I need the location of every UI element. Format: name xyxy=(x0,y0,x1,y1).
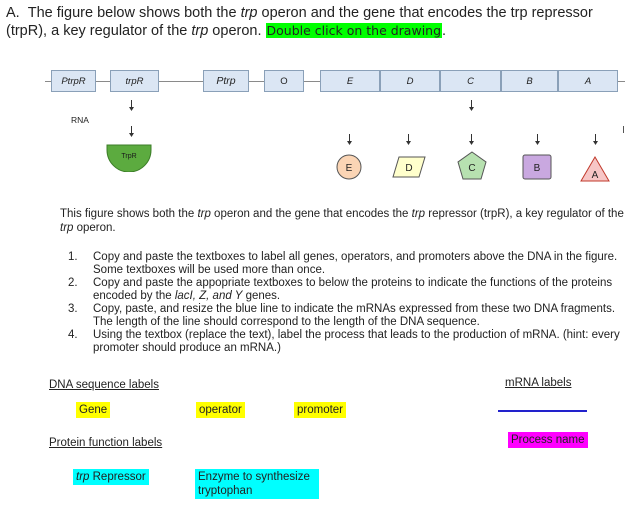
gene-label-d: D xyxy=(406,75,414,87)
header-trp-1: trp xyxy=(240,5,258,21)
dna-labels-heading: DNA sequence labels xyxy=(49,379,159,391)
instruction-text-part: Copy and paste the appopriate textboxes to below the proteins to indicate the functions of the proteins encoded by the xyxy=(93,277,613,302)
trp-repressor-textbox[interactable] xyxy=(73,469,149,485)
protein-trpr-shape xyxy=(106,144,152,172)
instruction-text-part: genes. xyxy=(242,290,281,302)
protein-d-shape xyxy=(392,156,426,178)
arrow-c-1 xyxy=(467,100,476,112)
instruction-text: Using the textbox (replace the text), label the process that leads to the production of mRNA. (hint: every promoter should produce an mRNA.) xyxy=(93,329,620,354)
gene-box-operator xyxy=(264,70,304,92)
instruction-number: 4. xyxy=(68,329,78,341)
arrow-d xyxy=(404,134,413,146)
instruction-number: 1. xyxy=(68,251,78,263)
repressor-trp-italic: trp xyxy=(76,471,90,483)
gene-box-e xyxy=(320,70,380,92)
rna-label: RNA xyxy=(71,115,89,125)
arrow-trpr-2 xyxy=(127,126,136,138)
intro-text-4: operon. xyxy=(73,222,116,234)
header-period: . xyxy=(442,23,447,39)
instruction-text xyxy=(93,277,622,303)
operon-drawing[interactable] xyxy=(0,60,627,190)
arrow-e xyxy=(345,134,354,146)
instruction-number: 3. xyxy=(68,303,78,315)
protein-c-shape xyxy=(457,151,487,180)
intro-text-1: This figure shows both the xyxy=(60,208,198,220)
question-label: A. xyxy=(6,5,20,21)
intro-text-3: repressor (trpR), a key regulator of the xyxy=(425,208,624,220)
protein-a-label: A xyxy=(591,170,599,181)
intro-trp-3: trp xyxy=(60,222,74,234)
protein-c-label: C xyxy=(468,163,476,174)
protein-e-shape xyxy=(336,154,362,180)
gene-label-ptrpr: PtrpR xyxy=(61,75,86,87)
instruction-item xyxy=(62,251,622,277)
instruction-number: 2. xyxy=(68,277,78,289)
gene-label-ptrp: Ptrp xyxy=(216,75,236,87)
question-header xyxy=(6,4,621,40)
arrow-a xyxy=(591,134,600,146)
instruction-item xyxy=(62,329,622,355)
gene-label-o: O xyxy=(280,75,288,87)
gene-label-c: C xyxy=(467,75,474,87)
enzyme-textbox[interactable]: Enzyme to synthesize tryptophan xyxy=(195,469,319,499)
gene-box-d xyxy=(380,70,440,92)
protein-e-label: E xyxy=(345,163,353,174)
process-name-textbox[interactable]: Process name xyxy=(508,432,588,448)
promoter-textbox[interactable]: promoter xyxy=(294,402,346,418)
arrow-c-2 xyxy=(467,134,476,146)
gene-box-ptrpr xyxy=(51,70,96,92)
intro-paragraph xyxy=(60,207,625,235)
gene-box-ptrp xyxy=(203,70,249,92)
protein-trpr-label: TrpR xyxy=(121,153,137,160)
stray-mark xyxy=(623,126,624,133)
mrna-blue-line[interactable] xyxy=(498,410,587,412)
gene-box-c xyxy=(440,70,501,92)
instructions-list xyxy=(62,251,622,355)
mrna-labels-heading: mRNA labels xyxy=(505,377,572,389)
header-text-3: operon. xyxy=(208,23,266,39)
double-click-hint[interactable]: Double click on the drawing xyxy=(266,23,442,38)
instruction-item xyxy=(62,277,622,303)
gene-label-e: E xyxy=(346,75,354,87)
protein-a-shape xyxy=(580,156,610,182)
intro-trp-1: trp xyxy=(197,208,211,220)
gene-box-trpr xyxy=(110,70,159,92)
gene-textbox[interactable]: Gene xyxy=(76,402,110,418)
intro-trp-2: trp xyxy=(411,208,426,220)
instruction-italic-genes: lacI, Z, and Y xyxy=(174,290,243,302)
gene-label-trpr: trpR xyxy=(125,75,144,87)
intro-text-2: operon and the gene that encodes the xyxy=(210,208,412,220)
instruction-text: Copy, paste, and resize the blue line to indicate the mRNAs expressed from these two DNA fragments. The length of the line should correspond to the length of the DNA sequence. xyxy=(93,303,616,328)
header-trp-2: trp xyxy=(191,23,209,39)
header-text-1: The figure below shows both the xyxy=(27,5,241,21)
instruction-item xyxy=(62,303,622,329)
operator-textbox[interactable]: operator xyxy=(196,402,245,418)
arrow-b xyxy=(533,134,542,146)
protein-b-label: B xyxy=(533,163,541,174)
arrow-trpr-1 xyxy=(127,100,136,112)
protein-b-shape xyxy=(522,154,552,180)
header-text-2: operon and the gene that encodes the trp repressor (trpR), a key regulator of the xyxy=(6,5,593,39)
gene-box-b xyxy=(501,70,558,92)
gene-label-a: A xyxy=(584,75,592,87)
gene-label-b: B xyxy=(526,75,533,87)
gene-box-a xyxy=(558,70,618,92)
instruction-text: Copy and paste the textboxes to label all genes, operators, and promoters above the DNA in the figure. Some textboxes will be used more than once. xyxy=(93,251,618,276)
repressor-text: Repressor xyxy=(89,471,146,483)
protein-labels-heading: Protein function labels xyxy=(49,437,163,449)
protein-d-label: D xyxy=(405,163,413,174)
